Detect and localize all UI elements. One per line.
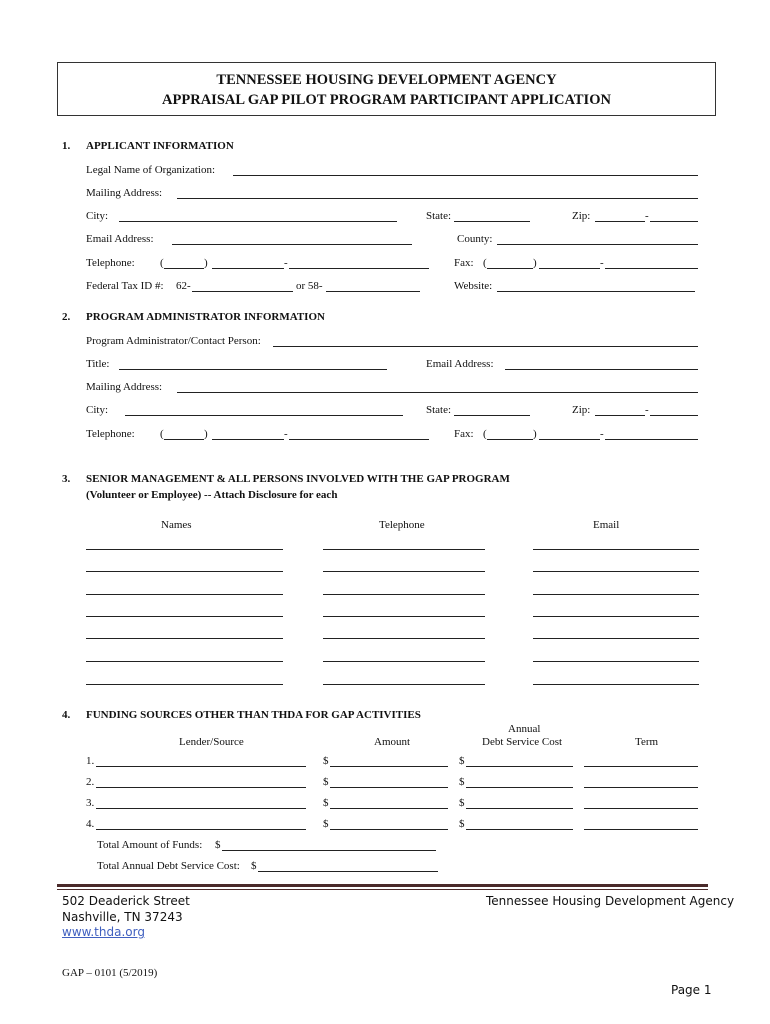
website-field[interactable] — [497, 291, 695, 292]
contact-person-label: Program Administrator/Contact Person: — [86, 335, 261, 347]
personnel-name-field-1[interactable] — [86, 549, 283, 550]
admin-fax-dash: - — [600, 428, 604, 440]
zip-dash: - — [645, 210, 649, 222]
admin-fax-area-field[interactable] — [487, 439, 533, 440]
amount-column-header: Amount — [374, 736, 411, 748]
zip-field[interactable] — [595, 221, 645, 222]
fax-paren-close: ) — [533, 257, 537, 269]
personnel-name-field-4[interactable] — [86, 616, 283, 617]
amount-dollar-sign: $ — [323, 755, 329, 767]
personnel-email-field-1[interactable] — [533, 549, 699, 550]
section4-number: 4. — [62, 709, 71, 721]
admin-state-label: State: — [426, 404, 452, 416]
admin-title-field[interactable] — [119, 369, 387, 370]
funding-debt-service-field-2[interactable] — [466, 787, 573, 788]
personnel-email-field-7[interactable] — [533, 684, 699, 685]
county-label: County: — [457, 233, 493, 245]
fax-line-field[interactable] — [605, 268, 698, 269]
section3-heading: SENIOR MANAGEMENT & ALL PERSONS INVOLVED WITH THE GAP PROGRAM — [86, 473, 510, 485]
fax-prefix-field[interactable] — [539, 268, 600, 269]
page-number: Page 1 — [671, 983, 712, 997]
funding-debt-service-field-1[interactable] — [466, 766, 573, 767]
admin-fax-paren-close: ) — [533, 428, 537, 440]
personnel-email-field-5[interactable] — [533, 638, 699, 639]
contact-person-field[interactable] — [273, 346, 698, 347]
zip-label: Zip: — [572, 210, 591, 222]
debt-service-column-header: Debt Service Cost — [482, 736, 563, 748]
personnel-email-field-2[interactable] — [533, 571, 699, 572]
footer-city: Nashville, TN 37243 — [62, 910, 183, 924]
annual-column-header: Annual — [508, 723, 541, 735]
funding-lender-field-2[interactable] — [96, 787, 306, 788]
website-label: Website: — [454, 280, 493, 292]
funding-term-field-3[interactable] — [584, 808, 698, 809]
debt-dollar-sign: $ — [459, 776, 465, 788]
personnel-email-field-4[interactable] — [533, 616, 699, 617]
agency-title: TENNESSEE HOUSING DEVELOPMENT AGENCY — [216, 72, 557, 88]
admin-zip-dash: - — [645, 404, 649, 416]
mailing-address-field[interactable] — [177, 198, 698, 199]
footer-agency-name: Tennessee Housing Development Agency — [486, 894, 735, 908]
telephone-line-field[interactable] — [289, 268, 429, 269]
telephone-dash: - — [284, 257, 288, 269]
telephone-label: Telephone: — [86, 257, 135, 269]
personnel-name-field-7[interactable] — [86, 684, 283, 685]
admin-fax-line-field[interactable] — [605, 439, 698, 440]
mailing-address-label: Mailing Address: — [86, 187, 163, 199]
telephone-paren-close: ) — [204, 257, 208, 269]
section1-number: 1. — [62, 140, 71, 152]
total-debt-dollar: $ — [251, 860, 257, 872]
admin-telephone-area-field[interactable] — [164, 439, 204, 440]
section3-subheading: (Volunteer or Employee) -- Attach Disclosure for each — [86, 489, 338, 501]
debt-dollar-sign: $ — [459, 797, 465, 809]
funding-row-number: 3. — [86, 797, 95, 809]
funding-lender-field-4[interactable] — [96, 829, 306, 830]
admin-city-label: City: — [86, 404, 109, 416]
title-box — [57, 62, 716, 116]
city-label: City: — [86, 210, 109, 222]
fax-paren-open: ( — [483, 257, 487, 269]
personnel-telephone-field-4[interactable] — [323, 616, 485, 617]
legal-name-label: Legal Name of Organization: — [86, 164, 215, 176]
total-funds-field[interactable] — [222, 850, 436, 851]
admin-telephone-dash: - — [284, 428, 288, 440]
admin-telephone-line-field[interactable] — [289, 439, 429, 440]
admin-zip4-field[interactable] — [650, 415, 698, 416]
personnel-name-field-3[interactable] — [86, 594, 283, 595]
personnel-telephone-field-6[interactable] — [323, 661, 485, 662]
total-debt-label: Total Annual Debt Service Cost: — [97, 860, 240, 872]
footer-rule — [57, 884, 708, 887]
fax-area-field[interactable] — [487, 268, 533, 269]
tax-id-58-field[interactable] — [326, 291, 420, 292]
footer-street: 502 Deaderick Street — [62, 894, 190, 908]
admin-title-label: Title: — [86, 358, 110, 370]
total-funds-dollar: $ — [215, 839, 221, 851]
personnel-name-field-5[interactable] — [86, 638, 283, 639]
admin-mailing-label: Mailing Address: — [86, 381, 163, 393]
total-debt-field[interactable] — [258, 871, 438, 872]
funding-term-field-4[interactable] — [584, 829, 698, 830]
admin-telephone-paren-close: ) — [204, 428, 208, 440]
funding-amount-field-4[interactable] — [330, 829, 448, 830]
tax-or-58: or 58- — [296, 280, 323, 292]
admin-state-field[interactable] — [454, 415, 530, 416]
personnel-telephone-field-1[interactable] — [323, 549, 485, 550]
amount-dollar-sign: $ — [323, 776, 329, 788]
personnel-name-field-2[interactable] — [86, 571, 283, 572]
funding-term-field-1[interactable] — [584, 766, 698, 767]
telephone-prefix-field[interactable] — [212, 268, 284, 269]
email-column-header: Email — [593, 519, 620, 531]
personnel-telephone-field-5[interactable] — [323, 638, 485, 639]
funding-row-number: 1. — [86, 755, 95, 767]
total-funds-label: Total Amount of Funds: — [97, 839, 203, 851]
funding-row-number: 2. — [86, 776, 95, 788]
names-column-header: Names — [161, 519, 192, 531]
admin-telephone-paren-open: ( — [160, 428, 164, 440]
personnel-telephone-field-2[interactable] — [323, 571, 485, 572]
admin-fax-paren-open: ( — [483, 428, 487, 440]
email-field[interactable] — [172, 244, 412, 245]
personnel-name-field-6[interactable] — [86, 661, 283, 662]
personnel-email-field-3[interactable] — [533, 594, 699, 595]
section2-heading: PROGRAM ADMINISTRATOR INFORMATION — [86, 311, 325, 323]
admin-fax-label: Fax: — [454, 428, 474, 440]
tax-id-62-field[interactable] — [192, 291, 293, 292]
admin-email-field[interactable] — [505, 369, 698, 370]
admin-zip-field[interactable] — [595, 415, 645, 416]
term-column-header: Term — [635, 736, 659, 748]
personnel-email-field-6[interactable] — [533, 661, 699, 662]
funding-lender-field-1[interactable] — [96, 766, 306, 767]
zip4-field[interactable] — [650, 221, 698, 222]
amount-dollar-sign: $ — [323, 818, 329, 830]
funding-lender-field-3[interactable] — [96, 808, 306, 809]
city-field[interactable] — [119, 221, 397, 222]
funding-row-number: 4. — [86, 818, 95, 830]
admin-telephone-label: Telephone: — [86, 428, 135, 440]
amount-dollar-sign: $ — [323, 797, 329, 809]
admin-email-label: Email Address: — [426, 358, 494, 370]
funding-amount-field-3[interactable] — [330, 808, 448, 809]
debt-dollar-sign: $ — [459, 818, 465, 830]
admin-city-field[interactable] — [125, 415, 403, 416]
telephone-column-header: Telephone — [379, 519, 425, 531]
funding-term-field-2[interactable] — [584, 787, 698, 788]
fax-label: Fax: — [454, 257, 474, 269]
county-field[interactable] — [497, 244, 698, 245]
section1-heading: APPLICANT INFORMATION — [86, 140, 234, 152]
funding-amount-field-2[interactable] — [330, 787, 448, 788]
debt-dollar-sign: $ — [459, 755, 465, 767]
admin-fax-prefix-field[interactable] — [539, 439, 600, 440]
admin-telephone-prefix-field[interactable] — [212, 439, 284, 440]
personnel-telephone-field-7[interactable] — [323, 684, 485, 685]
fax-dash: - — [600, 257, 604, 269]
personnel-telephone-field-3[interactable] — [323, 594, 485, 595]
admin-mailing-field[interactable] — [177, 392, 698, 393]
funding-amount-field-1[interactable] — [330, 766, 448, 767]
form-code: GAP – 0101 (5/2019) — [62, 967, 158, 979]
state-label: State: — [426, 210, 452, 222]
footer-rule-thin — [57, 889, 708, 890]
telephone-paren-open: ( — [160, 257, 164, 269]
federal-tax-label: Federal Tax ID #: — [86, 280, 164, 292]
form-title: APPRAISAL GAP PILOT PROGRAM PARTICIPANT APPLICATION — [162, 92, 611, 108]
telephone-area-field[interactable] — [164, 268, 204, 269]
lender-column-header: Lender/Source — [179, 736, 244, 748]
footer-website-link[interactable]: www.thda.org — [62, 925, 145, 939]
section3-number: 3. — [62, 473, 71, 485]
tax-prefix-62: 62- — [176, 280, 191, 292]
state-field[interactable] — [454, 221, 530, 222]
funding-debt-service-field-4[interactable] — [466, 829, 573, 830]
email-label: Email Address: — [86, 233, 154, 245]
admin-zip-label: Zip: — [572, 404, 591, 416]
section4-heading: FUNDING SOURCES OTHER THAN THDA FOR GAP ACTIVITIES — [86, 709, 421, 721]
section2-number: 2. — [62, 311, 71, 323]
legal-name-field[interactable] — [233, 175, 698, 176]
funding-debt-service-field-3[interactable] — [466, 808, 573, 809]
